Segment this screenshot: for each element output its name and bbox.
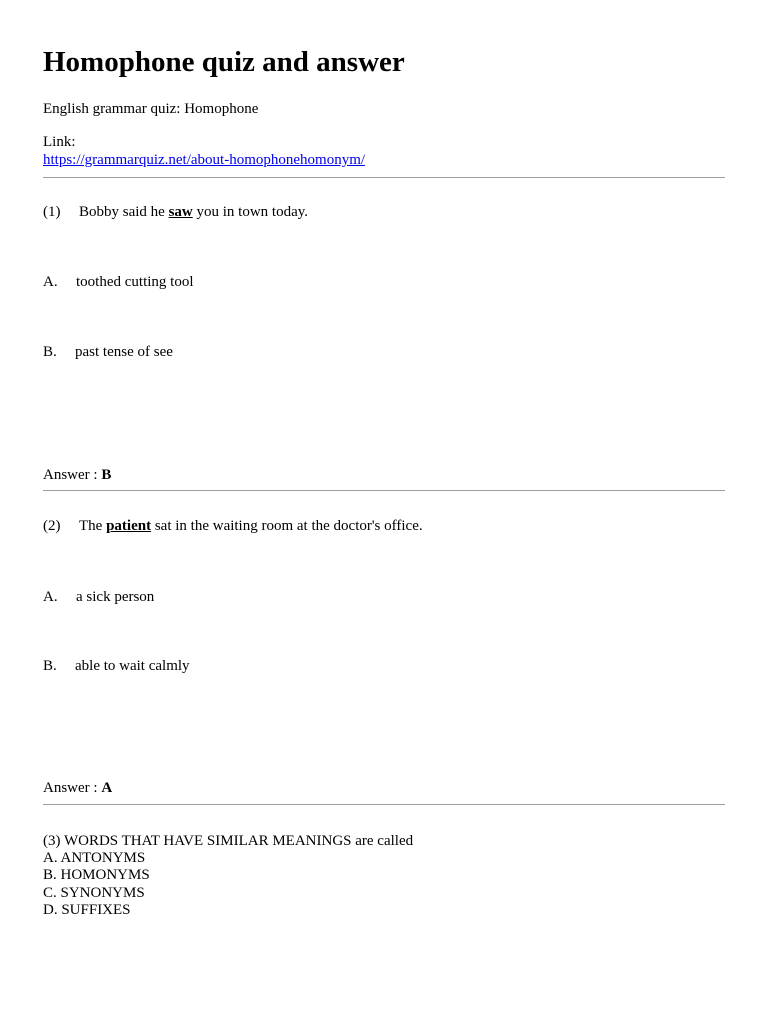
page-title: Homophone quiz and answer [43, 46, 405, 78]
question-1-option-b-letter: B. [43, 344, 57, 360]
subtitle: English grammar quiz: Homophone [43, 101, 259, 117]
question-3-option-d: D. SUFFIXES [43, 902, 131, 918]
question-1-keyword: saw [168, 204, 193, 220]
question-1-text [79, 203, 308, 221]
question-3-option-b: B. HOMONYMS [43, 867, 150, 883]
question-1-text-after: you in town today. [196, 204, 309, 220]
question-1-option-a-letter: A. [43, 274, 58, 290]
question-3-option-c: C. SYNONYMS [43, 885, 145, 901]
answer-value: A [101, 780, 113, 796]
question-2-answer [43, 779, 112, 797]
question-2-option-a: a sick person [76, 589, 155, 605]
question-2-option-b: able to wait calmly [75, 658, 190, 674]
question-2-option-b-letter: B. [43, 658, 57, 674]
question-3-option-a: A. ANTONYMS [43, 850, 146, 866]
question-1-option-b: past tense of see [75, 344, 173, 360]
divider [43, 177, 725, 178]
answer-label: Answer : [43, 467, 98, 483]
divider [43, 804, 725, 805]
answer-label: Answer : [43, 780, 98, 796]
question-2-number: (2) [43, 518, 61, 534]
question-1-option-a: toothed cutting tool [76, 274, 194, 290]
question-1-number: (1) [43, 204, 61, 220]
source-link[interactable]: https://grammarquiz.net/about-homophonehomonym/ [43, 152, 366, 168]
question-3-text: (3) WORDS THAT HAVE SIMILAR MEANINGS are called [43, 833, 414, 849]
question-2-option-a-letter: A. [43, 589, 58, 605]
question-2-text-before: The [79, 518, 103, 534]
question-2-text [79, 517, 423, 535]
question-1-answer [43, 466, 111, 484]
question-2-keyword: patient [106, 518, 152, 534]
question-2-text-after: sat in the waiting room at the doctor's office. [154, 518, 423, 534]
link-label: Link: [43, 134, 76, 150]
question-1-text-before: Bobby said he [79, 204, 165, 220]
divider [43, 490, 725, 491]
answer-value: B [101, 467, 112, 483]
